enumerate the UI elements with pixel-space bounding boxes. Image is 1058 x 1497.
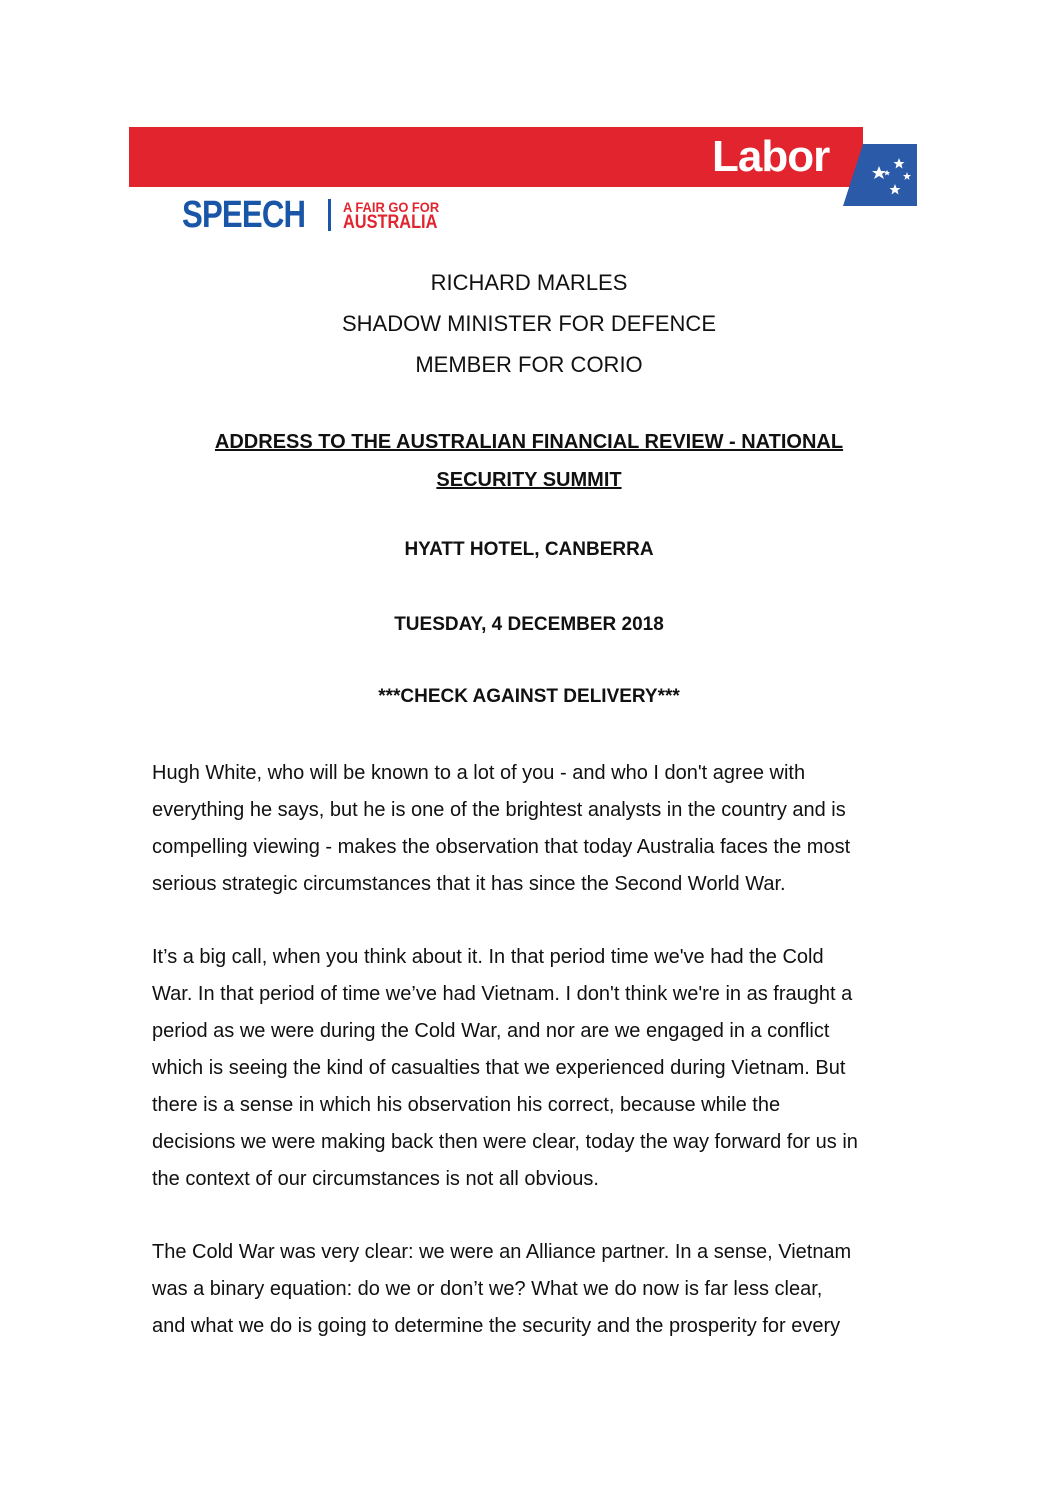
text-line: compelling viewing - makes the observation that today Australia faces the most	[152, 836, 851, 858]
text-line: which is seeing the kind of casualties that we experienced during Vietnam. But	[152, 1057, 846, 1079]
text-line: everything he says, but he is one of the brightest analysts in the country and is	[152, 799, 846, 821]
tagline-line2: AUSTRALIA	[343, 212, 438, 233]
text-line: there is a sense in which his observation his correct, because while the	[152, 1094, 781, 1116]
tagline-line1: A FAIR GO FOR	[343, 199, 440, 215]
event-title-line1: ADDRESS TO THE AUSTRALIAN FINANCIAL REVIEW - NATIONAL	[214, 431, 844, 453]
speaker-role: SHADOW MINISTER FOR DEFENCE	[341, 311, 716, 336]
text-line: the context of our circumstances is not all obvious.	[152, 1168, 599, 1190]
text-line: It’s a big call, when you think about it. In that period time we've had the Cold	[152, 946, 824, 968]
text-line: War. In that period of time we’ve had Vietnam. I don't think we're in as fraught a	[152, 983, 853, 1005]
speech-logo	[182, 195, 453, 235]
paragraph-1	[152, 755, 912, 903]
labor-logo-text: Labor	[712, 132, 830, 181]
speaker-seat: MEMBER FOR CORIO	[415, 352, 643, 377]
text-line: period as we were during the Cold War, and nor are we engaged in a conflict	[152, 1020, 830, 1042]
tagline	[343, 199, 453, 233]
speech-divider	[328, 199, 331, 231]
text-line: and what we do is going to determine the security and the prosperity for every	[152, 1315, 841, 1337]
event-title	[129, 423, 929, 499]
text-line: Hugh White, who will be known to a lot of you - and who I don't agree with	[152, 762, 806, 784]
speech-label: SPEECH	[182, 193, 306, 236]
event-date: TUESDAY, 4 DECEMBER 2018	[394, 614, 664, 635]
paragraph-2	[152, 939, 912, 1198]
speaker-block	[129, 262, 929, 385]
southern-cross-flag-icon	[843, 144, 917, 206]
text-line: was a binary equation: do we or don’t we? What we do now is far less clear,	[152, 1278, 823, 1300]
event-location: HYATT HOTEL, CANBERRA	[404, 539, 654, 560]
delivery-notice: ***CHECK AGAINST DELIVERY***	[378, 686, 680, 707]
event-title-line2: SECURITY SUMMIT	[436, 469, 622, 491]
paragraph-3	[152, 1234, 912, 1345]
text-line: decisions we were making back then were clear, today the way forward for us in	[152, 1131, 858, 1153]
text-line: serious strategic circumstances that it has since the Second World War.	[152, 873, 786, 895]
speaker-name: RICHARD MARLES	[430, 270, 628, 295]
text-line: The Cold War was very clear: we were an Alliance partner. In a sense, Vietnam	[152, 1241, 852, 1263]
